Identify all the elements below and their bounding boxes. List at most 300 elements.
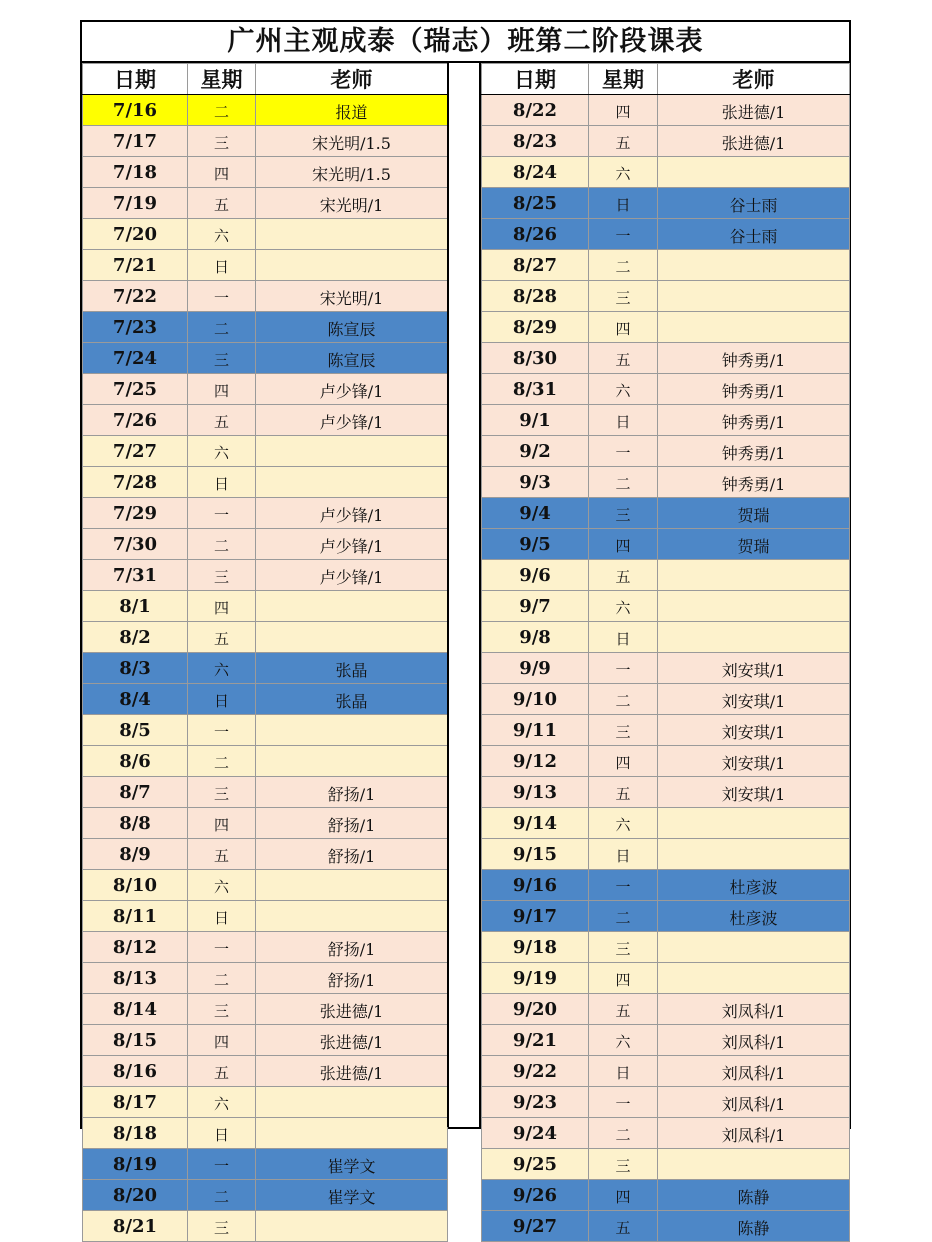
teacher-cell: 卢少锋/1: [256, 405, 448, 436]
header-date: 日期: [482, 64, 589, 95]
teacher-cell: [256, 622, 448, 653]
date-cell: 7/31: [83, 560, 188, 591]
weekday-cell: 一: [589, 1087, 658, 1118]
weekday-cell: 四: [589, 963, 658, 994]
teacher-cell: 刘安琪/1: [658, 684, 850, 715]
date-cell: 7/16: [83, 95, 188, 126]
weekday-cell: 四: [589, 529, 658, 560]
schedule-row: [482, 250, 850, 281]
date-cell: 8/3: [83, 653, 188, 684]
date-cell: 9/25: [482, 1149, 589, 1180]
schedule-row: [482, 715, 850, 746]
schedule-row: [83, 963, 448, 994]
date-cell: 8/18: [83, 1118, 188, 1149]
weekday-cell: 四: [188, 374, 256, 405]
weekday-cell: 三: [589, 1149, 658, 1180]
teacher-cell: [658, 932, 850, 963]
date-cell: 8/22: [482, 95, 589, 126]
weekday-cell: 日: [188, 901, 256, 932]
teacher-cell: [658, 157, 850, 188]
schedule-row: [482, 746, 850, 777]
teacher-cell: 报道: [256, 95, 448, 126]
teacher-cell: 宋光明/1: [256, 188, 448, 219]
date-cell: 9/12: [482, 746, 589, 777]
weekday-cell: 二: [589, 1118, 658, 1149]
weekday-cell: 五: [188, 622, 256, 653]
teacher-cell: 刘安琪/1: [658, 746, 850, 777]
teacher-cell: 张晶: [256, 684, 448, 715]
date-cell: 8/28: [482, 281, 589, 312]
teacher-cell: [658, 622, 850, 653]
teacher-cell: 张晶: [256, 653, 448, 684]
date-cell: 9/20: [482, 994, 589, 1025]
schedule-row: [482, 219, 850, 250]
date-cell: 8/25: [482, 188, 589, 219]
weekday-cell: 二: [589, 250, 658, 281]
teacher-cell: 陈宣辰: [256, 343, 448, 374]
teacher-cell: 贺瑞: [658, 498, 850, 529]
weekday-cell: 三: [188, 1211, 256, 1242]
teacher-cell: [256, 870, 448, 901]
weekday-cell: 五: [589, 994, 658, 1025]
schedule-row: [83, 1118, 448, 1149]
schedule-row: [83, 1180, 448, 1211]
weekday-cell: 一: [188, 932, 256, 963]
teacher-cell: 谷士雨: [658, 188, 850, 219]
date-cell: 9/9: [482, 653, 589, 684]
schedule-sheet: [80, 20, 851, 1238]
schedule-row: [83, 250, 448, 281]
weekday-cell: 六: [589, 1025, 658, 1056]
schedule-row: [83, 591, 448, 622]
schedule-row: [482, 808, 850, 839]
schedule-row: [83, 870, 448, 901]
schedule-row: [482, 281, 850, 312]
date-cell: 8/1: [83, 591, 188, 622]
date-cell: 9/7: [482, 591, 589, 622]
weekday-cell: 六: [188, 436, 256, 467]
weekday-cell: 三: [188, 560, 256, 591]
weekday-cell: 六: [589, 374, 658, 405]
weekday-cell: 五: [188, 839, 256, 870]
teacher-cell: [658, 591, 850, 622]
weekday-cell: 五: [589, 560, 658, 591]
weekday-cell: 一: [589, 219, 658, 250]
schedule-row: [83, 529, 448, 560]
schedule-body-right: [482, 95, 850, 1242]
weekday-cell: 五: [188, 405, 256, 436]
schedule-row: [482, 1211, 850, 1242]
teacher-cell: 张进德/1: [658, 95, 850, 126]
date-cell: 8/8: [83, 808, 188, 839]
schedule-row: [83, 1056, 448, 1087]
date-cell: 8/13: [83, 963, 188, 994]
schedule-row: [482, 777, 850, 808]
date-cell: 9/21: [482, 1025, 589, 1056]
date-cell: 8/5: [83, 715, 188, 746]
date-cell: 7/21: [83, 250, 188, 281]
schedule-row: [482, 1025, 850, 1056]
schedule-row: [482, 436, 850, 467]
weekday-cell: 二: [589, 467, 658, 498]
schedule-row: [83, 839, 448, 870]
teacher-cell: 刘安琪/1: [658, 777, 850, 808]
teacher-cell: [658, 560, 850, 591]
weekday-cell: 一: [589, 870, 658, 901]
schedule-row: [482, 312, 850, 343]
teacher-cell: 刘凤科/1: [658, 1025, 850, 1056]
date-cell: 9/10: [482, 684, 589, 715]
weekday-cell: 日: [188, 684, 256, 715]
header-row: [482, 64, 850, 95]
schedule-row: [83, 777, 448, 808]
weekday-cell: 日: [589, 405, 658, 436]
date-cell: 9/26: [482, 1180, 589, 1211]
teacher-cell: 舒扬/1: [256, 963, 448, 994]
teacher-cell: 崔学文: [256, 1180, 448, 1211]
teacher-cell: [658, 808, 850, 839]
weekday-cell: 一: [188, 715, 256, 746]
date-cell: 8/24: [482, 157, 589, 188]
weekday-cell: 日: [188, 250, 256, 281]
teacher-cell: 舒扬/1: [256, 777, 448, 808]
date-cell: 8/9: [83, 839, 188, 870]
teacher-cell: 舒扬/1: [256, 839, 448, 870]
date-cell: 9/23: [482, 1087, 589, 1118]
schedule-row: [482, 343, 850, 374]
weekday-cell: 四: [188, 591, 256, 622]
weekday-cell: 六: [589, 808, 658, 839]
teacher-cell: 张进德/1: [256, 1056, 448, 1087]
weekday-cell: 三: [188, 777, 256, 808]
date-cell: 7/19: [83, 188, 188, 219]
schedule-row: [482, 1149, 850, 1180]
schedule-table-left: [82, 63, 448, 1242]
date-cell: 9/4: [482, 498, 589, 529]
weekday-cell: 二: [188, 963, 256, 994]
teacher-cell: 刘凤科/1: [658, 1087, 850, 1118]
schedule-row: [482, 405, 850, 436]
teacher-cell: [256, 436, 448, 467]
weekday-cell: 五: [589, 1211, 658, 1242]
weekday-cell: 四: [589, 1180, 658, 1211]
date-cell: 8/2: [83, 622, 188, 653]
schedule-row: [83, 219, 448, 250]
date-cell: 8/14: [83, 994, 188, 1025]
column-divider: [447, 63, 481, 1127]
schedule-row: [482, 622, 850, 653]
teacher-cell: [256, 591, 448, 622]
teacher-cell: 钟秀勇/1: [658, 374, 850, 405]
schedule-row: [482, 95, 850, 126]
weekday-cell: 五: [188, 188, 256, 219]
header-row: [83, 64, 448, 95]
teacher-cell: [256, 219, 448, 250]
date-cell: 8/21: [83, 1211, 188, 1242]
schedule-body-left: [83, 95, 448, 1242]
schedule-row: [482, 591, 850, 622]
date-cell: 8/23: [482, 126, 589, 157]
weekday-cell: 日: [589, 839, 658, 870]
schedule-row: [83, 1211, 448, 1242]
schedule-row: [83, 281, 448, 312]
schedule-row: [482, 1180, 850, 1211]
schedule-row: [83, 1149, 448, 1180]
teacher-cell: 杜彦波: [658, 901, 850, 932]
teacher-cell: 谷士雨: [658, 219, 850, 250]
schedule-row: [482, 839, 850, 870]
teacher-cell: 卢少锋/1: [256, 374, 448, 405]
date-cell: 9/16: [482, 870, 589, 901]
teacher-cell: 刘安琪/1: [658, 715, 850, 746]
teacher-cell: 陈静: [658, 1211, 850, 1242]
weekday-cell: 五: [589, 777, 658, 808]
schedule-row: [83, 405, 448, 436]
date-cell: 7/30: [83, 529, 188, 560]
weekday-cell: 日: [589, 622, 658, 653]
weekday-cell: 六: [188, 219, 256, 250]
teacher-cell: 钟秀勇/1: [658, 467, 850, 498]
date-cell: 7/29: [83, 498, 188, 529]
weekday-cell: 二: [188, 312, 256, 343]
date-cell: 9/17: [482, 901, 589, 932]
schedule-row: [482, 901, 850, 932]
teacher-cell: [658, 1149, 850, 1180]
date-cell: 9/2: [482, 436, 589, 467]
teacher-cell: [256, 746, 448, 777]
schedule-row: [83, 1087, 448, 1118]
teacher-cell: 陈宣辰: [256, 312, 448, 343]
schedule-row: [83, 808, 448, 839]
weekday-cell: 五: [589, 126, 658, 157]
teacher-cell: 宋光明/1: [256, 281, 448, 312]
weekday-cell: 一: [188, 1149, 256, 1180]
schedule-row: [83, 901, 448, 932]
teacher-cell: 陈静: [658, 1180, 850, 1211]
teacher-cell: [256, 1211, 448, 1242]
schedule-row: [83, 498, 448, 529]
date-cell: 9/6: [482, 560, 589, 591]
weekday-cell: 一: [589, 436, 658, 467]
teacher-cell: 卢少锋/1: [256, 560, 448, 591]
schedule-row: [83, 126, 448, 157]
teacher-cell: 宋光明/1.5: [256, 126, 448, 157]
date-cell: 9/5: [482, 529, 589, 560]
schedule-row: [83, 715, 448, 746]
teacher-cell: [256, 901, 448, 932]
schedule-row: [83, 746, 448, 777]
weekday-cell: 四: [188, 1025, 256, 1056]
header-teacher: 老师: [256, 64, 448, 95]
teacher-cell: 张进德/1: [658, 126, 850, 157]
schedule-row: [83, 95, 448, 126]
date-cell: 7/25: [83, 374, 188, 405]
schedule-row: [482, 126, 850, 157]
schedule-row: [83, 653, 448, 684]
weekday-cell: 三: [589, 932, 658, 963]
weekday-cell: 二: [188, 529, 256, 560]
date-cell: 7/26: [83, 405, 188, 436]
teacher-cell: 卢少锋/1: [256, 498, 448, 529]
weekday-cell: 四: [589, 746, 658, 777]
date-cell: 8/10: [83, 870, 188, 901]
date-cell: 9/18: [482, 932, 589, 963]
weekday-cell: 四: [188, 157, 256, 188]
schedule-title: 广州主观成泰（瑞志）班第二阶段课表: [82, 22, 849, 63]
teacher-cell: 宋光明/1.5: [256, 157, 448, 188]
schedule-row: [83, 994, 448, 1025]
date-cell: 9/3: [482, 467, 589, 498]
teacher-cell: [658, 281, 850, 312]
teacher-cell: 张进德/1: [256, 994, 448, 1025]
teacher-cell: 舒扬/1: [256, 808, 448, 839]
date-cell: 9/24: [482, 1118, 589, 1149]
date-cell: 9/22: [482, 1056, 589, 1087]
teacher-cell: 刘凤科/1: [658, 1118, 850, 1149]
date-cell: 7/24: [83, 343, 188, 374]
weekday-cell: 三: [188, 994, 256, 1025]
schedule-row: [482, 529, 850, 560]
schedule-row: [482, 1118, 850, 1149]
schedule-row: [482, 560, 850, 591]
weekday-cell: 三: [188, 126, 256, 157]
weekday-cell: 四: [589, 95, 658, 126]
date-cell: 9/11: [482, 715, 589, 746]
teacher-cell: 刘安琪/1: [658, 653, 850, 684]
teacher-cell: [658, 250, 850, 281]
teacher-cell: 卢少锋/1: [256, 529, 448, 560]
date-cell: 8/16: [83, 1056, 188, 1087]
weekday-cell: 六: [188, 1087, 256, 1118]
schedule-row: [83, 374, 448, 405]
teacher-cell: [658, 839, 850, 870]
teacher-cell: [256, 467, 448, 498]
date-cell: 7/17: [83, 126, 188, 157]
schedule-row: [83, 1025, 448, 1056]
date-cell: 8/6: [83, 746, 188, 777]
date-cell: 8/11: [83, 901, 188, 932]
teacher-cell: [256, 250, 448, 281]
weekday-cell: 三: [589, 281, 658, 312]
schedule-row: [83, 188, 448, 219]
date-cell: 7/23: [83, 312, 188, 343]
teacher-cell: 刘凤科/1: [658, 994, 850, 1025]
weekday-cell: 六: [188, 870, 256, 901]
teacher-cell: 张进德/1: [256, 1025, 448, 1056]
weekday-cell: 三: [589, 715, 658, 746]
schedule-row: [83, 684, 448, 715]
weekday-cell: 六: [188, 653, 256, 684]
schedule-row: [482, 188, 850, 219]
weekday-cell: 四: [188, 808, 256, 839]
header-date: 日期: [83, 64, 188, 95]
weekday-cell: 五: [188, 1056, 256, 1087]
schedule-row: [83, 932, 448, 963]
schedule-row: [482, 994, 850, 1025]
teacher-cell: [256, 1087, 448, 1118]
schedule-row: [482, 684, 850, 715]
date-cell: 8/12: [83, 932, 188, 963]
date-cell: 8/26: [482, 219, 589, 250]
teacher-cell: [658, 312, 850, 343]
date-cell: 8/20: [83, 1180, 188, 1211]
date-cell: 8/15: [83, 1025, 188, 1056]
weekday-cell: 三: [188, 343, 256, 374]
date-cell: 8/17: [83, 1087, 188, 1118]
teacher-cell: [256, 715, 448, 746]
date-cell: 8/31: [482, 374, 589, 405]
date-cell: 7/20: [83, 219, 188, 250]
schedule-row: [482, 932, 850, 963]
schedule-row: [83, 622, 448, 653]
schedule-row: [482, 498, 850, 529]
schedule-row: [83, 467, 448, 498]
schedule-row: [83, 560, 448, 591]
schedule-row: [482, 467, 850, 498]
weekday-cell: 日: [589, 188, 658, 219]
teacher-cell: 钟秀勇/1: [658, 343, 850, 374]
teacher-cell: [658, 963, 850, 994]
weekday-cell: 二: [188, 746, 256, 777]
schedule-row: [482, 653, 850, 684]
schedule-row: [482, 374, 850, 405]
weekday-cell: 六: [589, 157, 658, 188]
date-cell: 9/8: [482, 622, 589, 653]
schedule-row: [83, 436, 448, 467]
date-cell: 9/15: [482, 839, 589, 870]
weekday-cell: 二: [589, 684, 658, 715]
teacher-cell: 钟秀勇/1: [658, 405, 850, 436]
date-cell: 8/19: [83, 1149, 188, 1180]
date-cell: 7/28: [83, 467, 188, 498]
date-cell: 9/19: [482, 963, 589, 994]
teacher-cell: 刘凤科/1: [658, 1056, 850, 1087]
schedule-row: [83, 312, 448, 343]
header-weekday: 星期: [188, 64, 256, 95]
date-cell: 8/29: [482, 312, 589, 343]
weekday-cell: 二: [589, 901, 658, 932]
date-cell: 8/7: [83, 777, 188, 808]
schedule-row: [482, 963, 850, 994]
date-cell: 7/22: [83, 281, 188, 312]
teacher-cell: 贺瑞: [658, 529, 850, 560]
weekday-cell: 日: [188, 1118, 256, 1149]
schedule-row: [482, 870, 850, 901]
schedule-table-right: [481, 63, 850, 1242]
header-teacher: 老师: [658, 64, 850, 95]
date-cell: 9/13: [482, 777, 589, 808]
weekday-cell: 四: [589, 312, 658, 343]
date-cell: 7/18: [83, 157, 188, 188]
weekday-cell: 一: [188, 498, 256, 529]
weekday-cell: 五: [589, 343, 658, 374]
schedule-row: [482, 1087, 850, 1118]
date-cell: 7/27: [83, 436, 188, 467]
weekday-cell: 日: [589, 1056, 658, 1087]
weekday-cell: 三: [589, 498, 658, 529]
date-cell: 9/1: [482, 405, 589, 436]
weekday-cell: 一: [589, 653, 658, 684]
date-cell: 9/27: [482, 1211, 589, 1242]
date-cell: 8/30: [482, 343, 589, 374]
schedule-row: [482, 1056, 850, 1087]
schedule-row: [83, 343, 448, 374]
weekday-cell: 二: [188, 1180, 256, 1211]
date-cell: 8/27: [482, 250, 589, 281]
date-cell: 8/4: [83, 684, 188, 715]
schedule-row: [482, 157, 850, 188]
teacher-cell: 崔学文: [256, 1149, 448, 1180]
